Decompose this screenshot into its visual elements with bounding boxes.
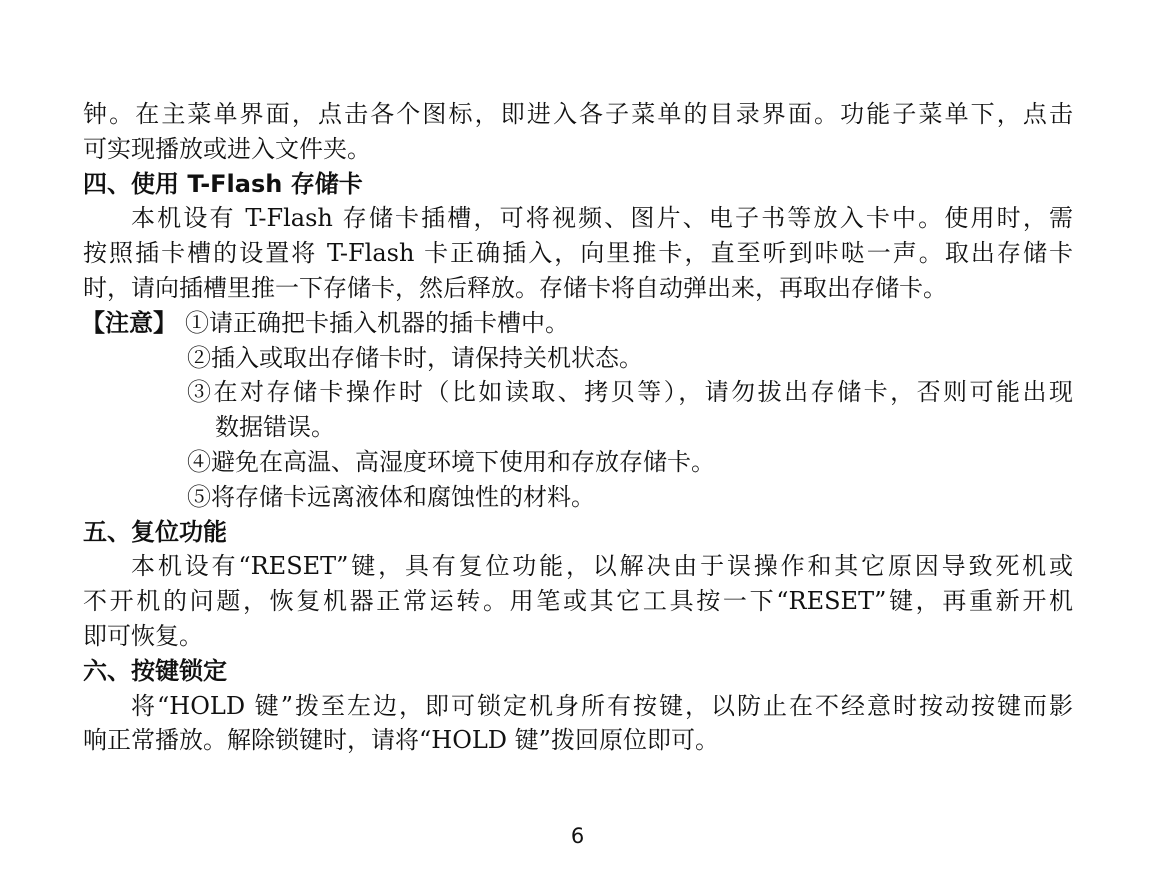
page-number: 6 [570, 824, 585, 848]
note-item-1: ①请正确把卡插入机器的插卡槽中。 [185, 308, 569, 337]
note-item-3-line-1: ③在对存储卡操作时（比如读取、拷贝等），请勿拔出存储卡，否则可能出现 [187, 378, 1073, 407]
tflash-para-line-3: 时，请向插槽里推一下存储卡，然后释放。存储卡将自动弹出来，再取出存储卡。 [83, 273, 947, 302]
section-heading-hold: 六、按键锁定 [83, 656, 227, 685]
section-heading-tflash: 四、使用 T-Flash 存储卡 [83, 169, 363, 198]
note-item-4: ④避免在高温、高湿度环境下使用和存放存储卡。 [187, 447, 715, 476]
note-item-2: ②插入或取出存储卡时，请保持关机状态。 [187, 343, 643, 372]
tflash-para-line-2: 按照插卡槽的设置将 T-Flash 卡正确插入，向里推卡，直至听到咔哒一声。取出存储卡 [83, 239, 1073, 268]
note-label: 【注意】 [81, 308, 177, 337]
intro-line-2: 可实现播放或进入文件夹。 [83, 134, 371, 163]
reset-para-line-2: 不开机的问题，恢复机器正常运转。用笔或其它工具按一下“RESET”键，再重新开机 [83, 587, 1073, 616]
reset-para-line-1: 本机设有“RESET”键，具有复位功能，以解决由于误操作和其它原因导致死机或 [131, 552, 1073, 581]
tflash-para-line-1: 本机设有 T-Flash 存储卡插槽，可将视频、图片、电子书等放入卡中。使用时，需 [131, 204, 1073, 233]
section-heading-reset: 五、复位功能 [83, 517, 227, 546]
hold-para-line-2: 响正常播放。解除锁键时，请将“HOLD 键”拨回原位即可。 [83, 726, 719, 755]
reset-para-line-3: 即可恢复。 [83, 621, 203, 650]
intro-line-1: 钟。在主菜单界面，点击各个图标，即进入各子菜单的目录界面。功能子菜单下，点击 [83, 100, 1073, 128]
note-item-3-line-2: 数据错误。 [215, 413, 335, 442]
page-body [83, 97, 1073, 758]
note-item-5: ⑤将存储卡远离液体和腐蚀性的材料。 [187, 482, 595, 511]
note-block-first-row [83, 306, 1073, 341]
hold-para-line-1: 将“HOLD 键”拨至左边，即可锁定机身所有按键，以防止在不经意时按动按键而影 [131, 691, 1073, 720]
